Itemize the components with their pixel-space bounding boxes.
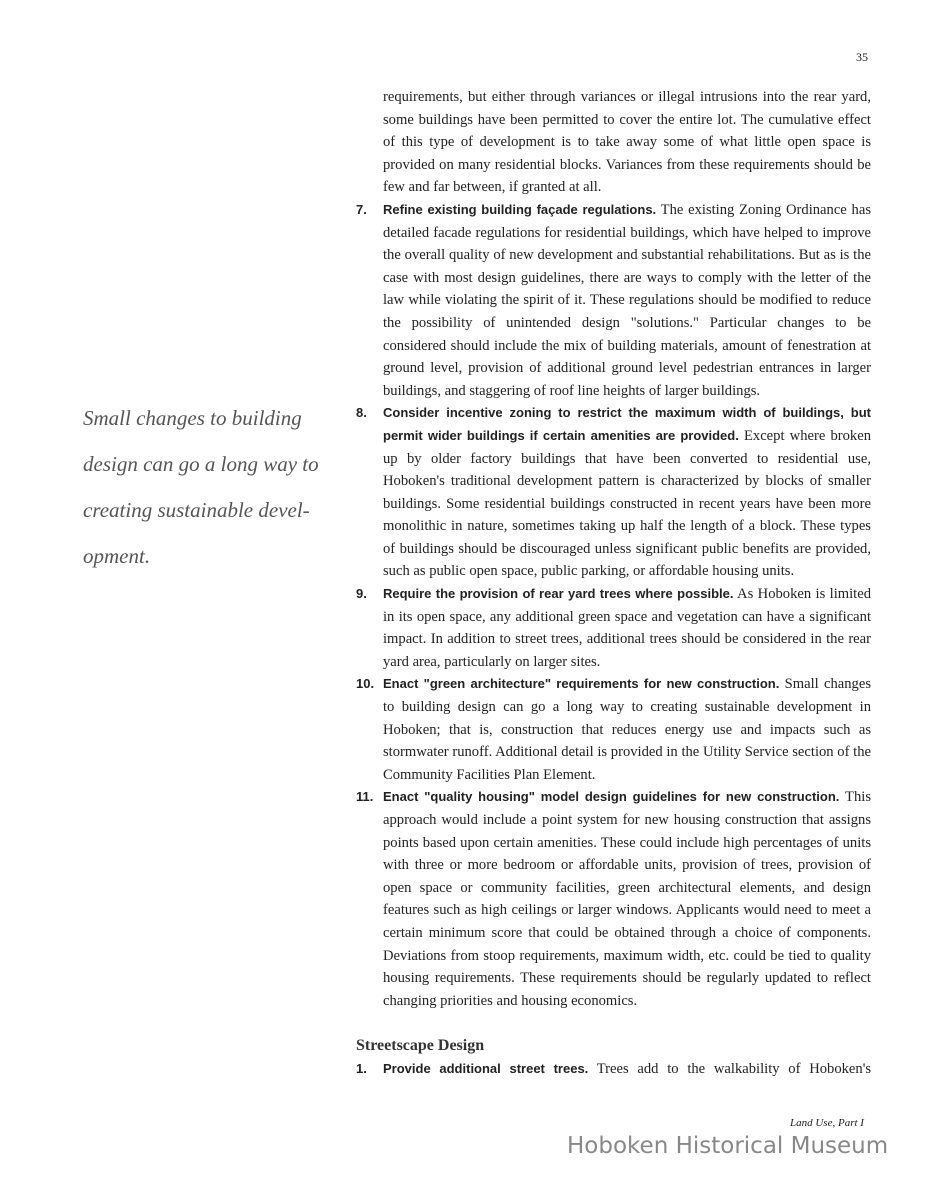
item-number: 10. <box>356 676 375 692</box>
item-number: 7. <box>356 201 367 217</box>
item-body: The existing Zoning Ordinance has detailed facade regulations for residential buildings, which have helped to improve the overall quality of new development and substantial rehabilitations. But as is the case with most design guidelines, there are ways to comply with the letter of the law while violating the spirit of it. These regulations should be modified to reduce the possibility of unintended design "solutions." Particular changes to be considered should include the mix of building materials, amount of fenestration at ground level, provision of additional ground level pedestrian entrances in larger buildings, and staggering of roof line heights of larger buildings. <box>383 201 872 399</box>
list-item-10 <box>356 673 871 786</box>
item-body: Trees add to the walkability of Hoboken's <box>588 1061 871 1078</box>
main-text-column <box>356 86 871 1081</box>
list-item-9 <box>356 583 871 673</box>
item-number: 1. <box>356 1061 367 1077</box>
list-item-7 <box>356 199 871 402</box>
item-number: 8. <box>356 405 367 421</box>
section-heading: Streetscape Design <box>356 1037 485 1055</box>
continuation-paragraph <box>356 86 871 199</box>
item-number: 11. <box>356 789 374 805</box>
item-lead: Refine existing building façade regulations. <box>383 201 657 217</box>
item-lead: Enact "quality housing" model design guidelines for new construction. <box>383 789 840 805</box>
item-lead: Provide additional street trees. <box>383 1061 589 1077</box>
item-body: As Hoboken is limited in its open space, any additional green space and vegetation can have a significant impact. In addition to street trees, additional trees should be considered in the rear yard area, particularly on larger sites. <box>383 586 872 670</box>
streetscape-item-1 <box>356 1058 871 1081</box>
page-bottom <box>0 1106 927 1200</box>
item-lead: Enact "green architecture" requirements for new construction. <box>383 676 780 692</box>
item-body: This approach would include a point system for new housing construction that assigns points based upon certain amenities. These could include high percentages of units with three or more bedroom or affordable units, provision of trees, provision of open space or community facilities, green architectural elements, and design features such as high ceilings or larger windows. Applicants would need to meet a certain minimum score that could be obtained through a choice of components. Deviations from stoop requirements, maximum width, etc. could be tied to quality housing requirements. These requirements should be regularly updated to reflect changing priorities and housing economics. <box>383 789 871 1009</box>
list-item-11 <box>356 786 871 1012</box>
item-body: Small changes to building design can go a long way to creating sustainable development in Hoboken; that is, construction that reduces energy use and impacts such as stormwater runoff. Additional detail is provided in the Utility Service section of the Community Facilities Plan Element. <box>383 676 872 783</box>
pull-quote: Small changes to building design can go a long way to creating sustainable devel-opment. <box>83 406 319 568</box>
item-lead: Require the provision of rear yard trees where possible. <box>383 586 734 602</box>
continuation-text: requirements, but either through variances or illegal intrusions into the rear yard, some buildings have been permitted to cover the entire lot. The cumulative effect of this type of development is to take away some of what little open space is provided on many residential blocks. Variances from these requirements should be few and far between, if granted at all. <box>383 89 871 196</box>
page-footer: Land Use, Part I <box>790 1117 864 1129</box>
page-number: 35 <box>856 50 868 64</box>
list-item-8 <box>356 402 871 583</box>
item-body: Except where broken up by older factory buildings that have been converted to residential use, Hoboken's traditional development pattern is characterized by blocks of smaller buildings. Some residential buildings constructed in recent years have been more monolithic in nature, sometimes taking up half the length of a block. These types of buildings should be discouraged unless significant public benefits are provided, such as public open space, public parking, or affordable housing units. <box>383 427 871 580</box>
item-lead: Consider incentive zoning to restrict the maximum width of buildings, but permit wider buildings if certain amenities are provided. <box>383 405 871 443</box>
item-number: 9. <box>356 586 367 602</box>
watermark: Hoboken Historical Museum <box>567 1133 889 1159</box>
